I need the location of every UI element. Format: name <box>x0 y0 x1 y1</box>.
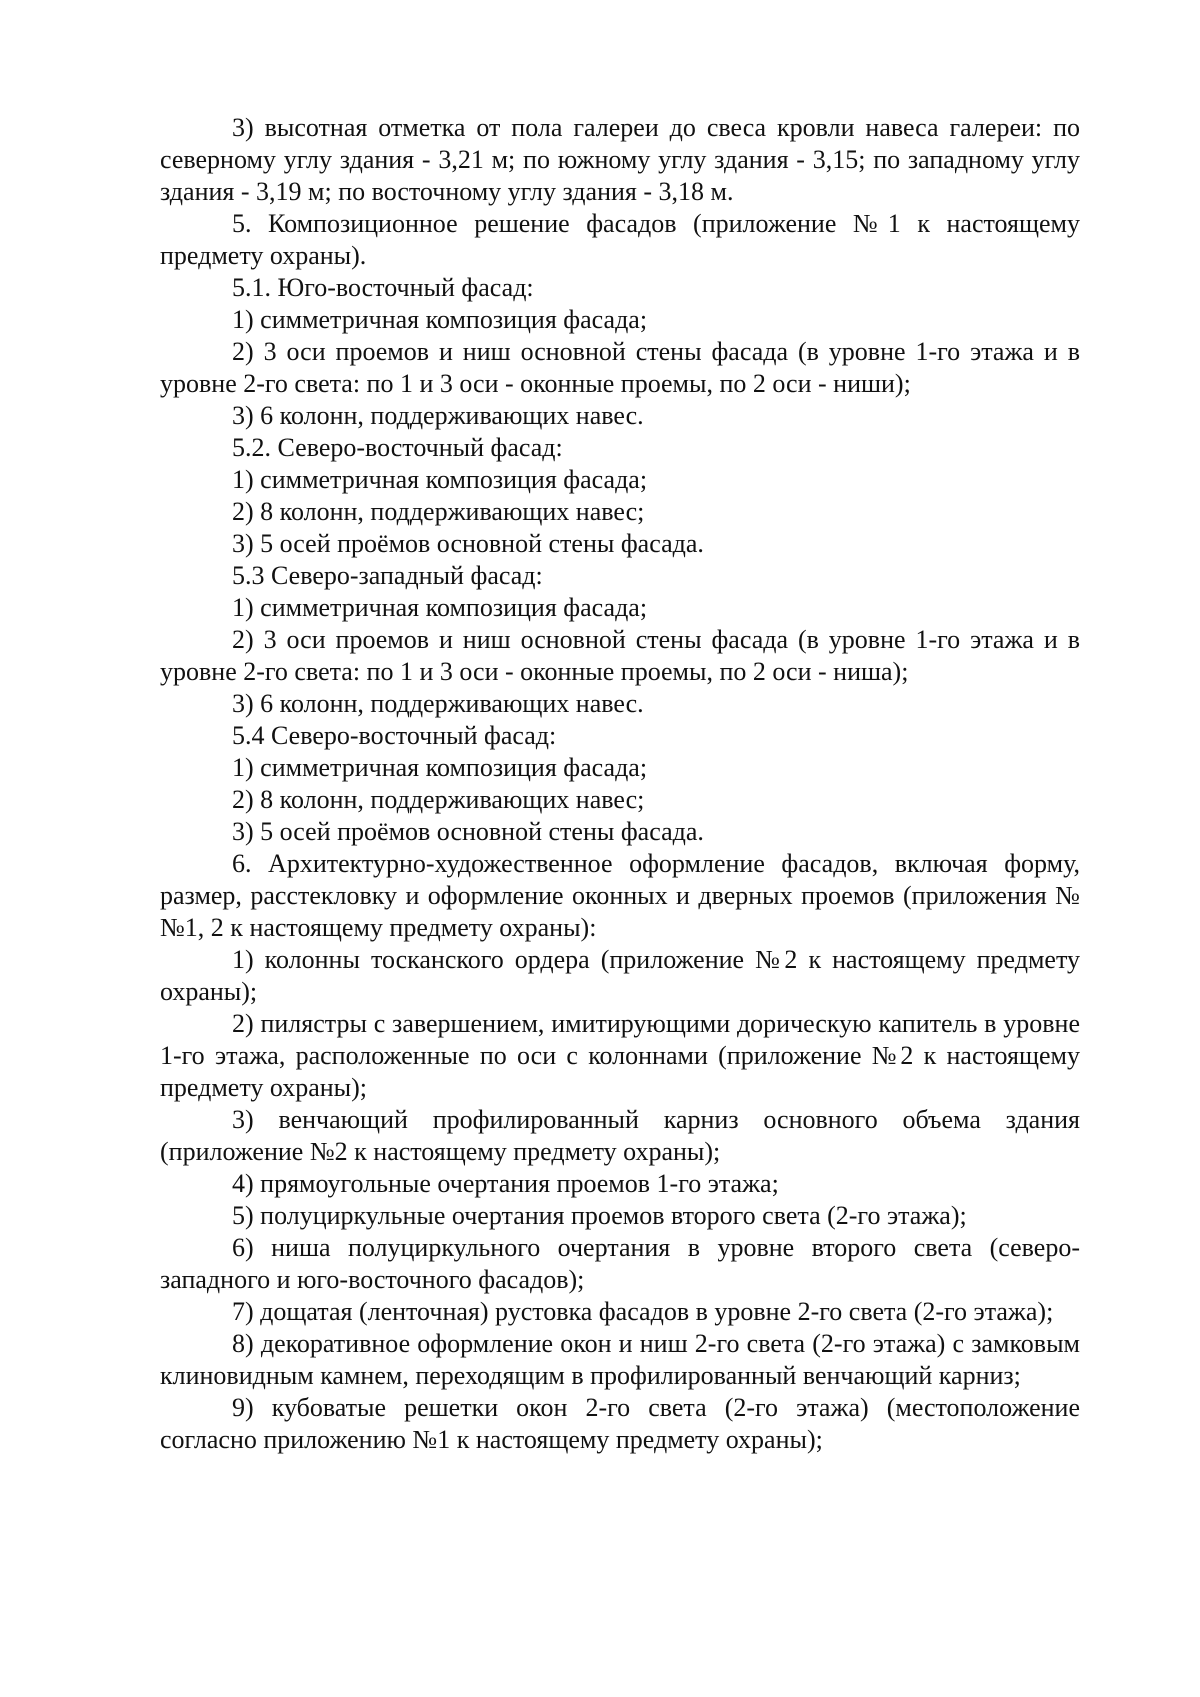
list-item: 6) ниша полуциркульного очертания в уровне второго света (северо-западного и юго-восточного фасадов); <box>160 1233 1080 1294</box>
list-item: 8) декоративное оформление окон и ниш 2-го света (2-го этажа) с замковым клиновидным камнем, переходящим в профилированный венчающий карниз; <box>160 1329 1080 1390</box>
list-item: 3) 5 осей проёмов основной стены фасада. <box>232 817 704 846</box>
list-item: 1) симметричная композиция фасада; <box>232 753 648 782</box>
list-item: 3) 5 осей проёмов основной стены фасада. <box>232 529 704 558</box>
list-item: 4) прямоугольные очертания проемов 1-го этажа; <box>232 1169 779 1198</box>
list-item: 9) кубоватые решетки окон 2-го света (2-го этажа) (местоположение согласно приложению №1 к настоящему предмету охраны); <box>160 1393 1080 1454</box>
list-item: 1) симметричная композиция фасада; <box>232 305 648 334</box>
paragraph-section-6-heading: 6. Архитектурно-художественное оформление фасадов, включая форму, размер, расстекловку и оформление оконных и дверных проемов (приложения №№1, 2 к настоящему предмету охраны): <box>160 849 1080 942</box>
list-item: 1) колонны тосканского ордера (приложение №2 к настоящему предмету охраны); <box>160 945 1080 1006</box>
list-item: 2) 3 оси проемов и ниш основной стены фасада (в уровне 1-го этажа и в уровне 2-го света: по 1 и 3 оси - оконные проемы, по 2 оси - ниши); <box>160 337 1080 398</box>
list-item: 2) пилястры с завершением, имитирующими дорическую капитель в уровне 1-го этажа, расположенные по оси с колоннами (приложение №2 к настоящему предмету охраны); <box>160 1009 1080 1102</box>
list-item: 2) 8 колонн, поддерживающих навес; <box>232 785 645 814</box>
paragraph-gallery-height: 3) высотная отметка от пола галереи до свеса кровли навеса галереи: по северному углу здания - 3,21 м; по южному углу здания - 3,15; по западному углу здания - 3,19 м; по восточному углу здания - 3,18 м. <box>160 113 1080 206</box>
list-item: 3) венчающий профилированный карниз основного объема здания (приложение №2 к настоящему предмету охраны); <box>160 1105 1080 1166</box>
list-item: 3) 6 колонн, поддерживающих навес. <box>232 689 644 718</box>
paragraph-section-5-heading: 5. Композиционное решение фасадов (приложение №1 к настоящему предмету охраны). <box>160 209 1080 270</box>
list-item: 7) дощатая (ленточная) рустовка фасадов в уровне 2-го света (2-го этажа); <box>232 1297 1054 1326</box>
list-item: 1) симметричная композиция фасада; <box>232 593 648 622</box>
list-item: 2) 8 колонн, поддерживающих навес; <box>232 497 645 526</box>
list-item: 5) полуциркульные очертания проемов второго света (2-го этажа); <box>232 1201 967 1230</box>
list-item: 1) симметричная композиция фасада; <box>232 465 648 494</box>
paragraph-section-5-3-heading: 5.3 Северо-западный фасад: <box>232 561 543 590</box>
list-item: 2) 3 оси проемов и ниш основной стены фасада (в уровне 1-го этажа и в уровне 2-го света: по 1 и 3 оси - оконные проемы, по 2 оси - ниша); <box>160 625 1080 686</box>
paragraph-section-5-1-heading: 5.1. Юго-восточный фасад: <box>232 273 534 302</box>
list-item: 3) 6 колонн, поддерживающих навес. <box>232 401 644 430</box>
document-body <box>160 112 1080 1456</box>
paragraph-section-5-4-heading: 5.4 Северо-восточный фасад: <box>232 721 557 750</box>
paragraph-section-5-2-heading: 5.2. Северо-восточный фасад: <box>232 433 563 462</box>
